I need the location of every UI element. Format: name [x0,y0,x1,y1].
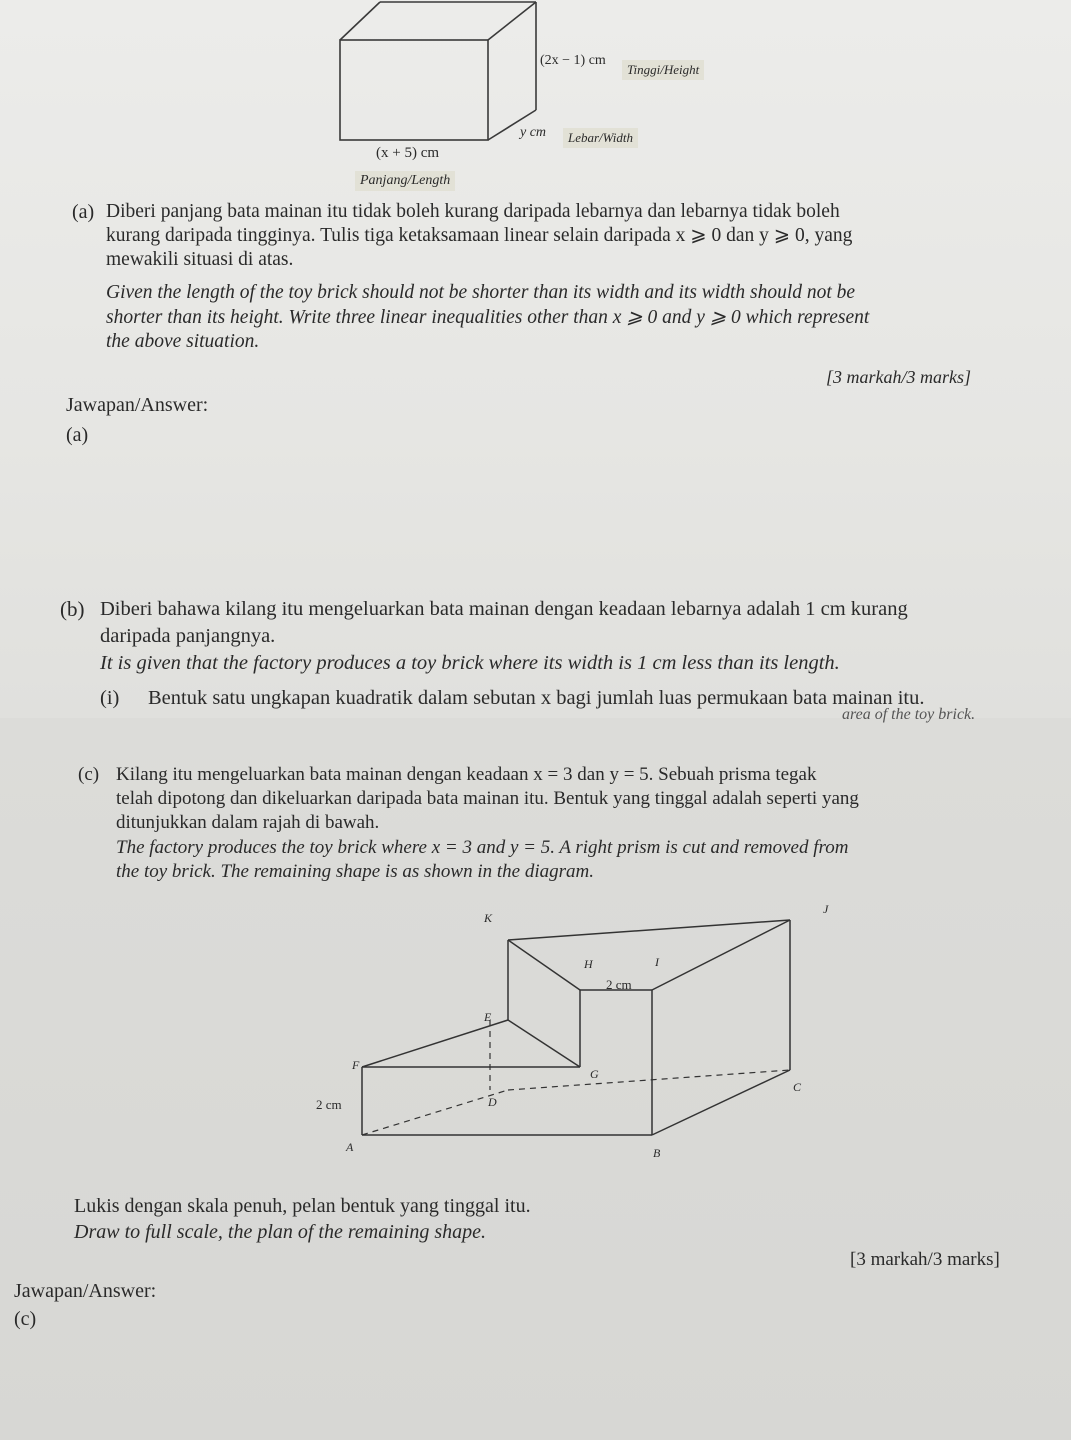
part-a-marks: [3 markah/3 marks] [826,367,972,387]
label-C: C [793,1080,802,1094]
part-b-i-label: (i) [100,687,120,709]
label-J: J [823,902,829,916]
dimension-left-2cm: 2 cm [316,1097,342,1112]
part-c-malay-line-2: telah dipotong dan dikeluarkan daripada bata mainan itu. Bentuk yang tinggal adalah seperti yang [116,788,859,809]
answer-heading-a: Jawapan/Answer: [66,394,209,416]
part-a-malay-line-3: mewakili situasi di atas. [106,249,294,270]
part-c-instruction-malay: Lukis dengan skala penuh, pelan bentuk yang tinggal itu. [74,1195,531,1217]
part-b-i-english-fragment: area of the toy brick. [842,706,976,723]
label-F: F [352,1058,360,1072]
dimension-top-2cm: 2 cm [606,977,632,992]
part-c-instruction-english: Draw to full scale, the plan of the remaining shape. [74,1221,487,1243]
part-b-english: It is given that the factory produces a toy brick where its width is 1 cm less than its length. [100,652,840,674]
label-H: H [584,957,593,971]
part-b-label: (b) [60,597,85,621]
height-expression: (2x − 1) cm [540,53,606,68]
part-c-malay-line-1: Kilang itu mengeluarkan bata mainan dengan keadaan x = 3 dan y = 5. Sebuah prisma tegak [116,764,817,785]
length-expression: (x + 5) cm [376,145,440,161]
cuboid-diagram [0,0,1071,200]
part-a-malay-line-2: kurang daripada tingginya. Tulis tiga ketaksamaan linear selain daripada x ⩾ 0 dan y ⩾ 0, yang [106,225,853,246]
part-c-label: (c) [78,764,100,785]
answer-label-c: (c) [14,1308,37,1330]
part-a-malay-line-1: Diberi panjang bata mainan itu tidak boleh kurang daripada lebarnya dan lebarnya tidak boleh [106,201,840,222]
label-G: G [590,1067,599,1081]
length-tag: Panjang/Length [355,171,455,191]
answer-heading-c: Jawapan/Answer: [14,1280,157,1302]
label-D: D [488,1095,497,1109]
part-b-malay-line-2: daripada panjangnya. [100,625,276,647]
width-tag: Lebar/Width [563,128,638,148]
label-B: B [653,1146,661,1160]
part-a-english-line-3: the above situation. [106,331,260,352]
label-A: A [346,1140,354,1154]
part-c-english-line-1: The factory produces the toy brick where x = 3 and y = 5. A right prism is cut and removed from [116,837,849,858]
part-c-malay-line-3: ditunjukkan dalam rajah di bawah. [116,812,380,833]
height-tag: Tinggi/Height [622,60,704,80]
label-K: K [484,911,493,925]
part-b-malay-line-1: Diberi bahawa kilang itu mengeluarkan bata mainan dengan keadaan lebarnya adalah 1 cm kurang [100,598,908,620]
part-b-i-malay: Bentuk satu ungkapan kuadratik dalam sebutan x bagi jumlah luas permukaan bata mainan itu. [148,687,925,709]
part-c-english-line-2: the toy brick. The remaining shape is as shown in the diagram. [116,861,594,882]
answer-label-a: (a) [66,424,89,446]
part-c-marks: [3 markah/3 marks] [850,1249,1000,1270]
part-a-english-line-1: Given the length of the toy brick should not be shorter than its width and its width should not be [106,282,856,303]
remaining-shape-diagram [0,890,1071,1190]
label-I: I [655,955,659,969]
part-a-english-line-2: shorter than its height. Write three linear inequalities other than x ⩾ 0 and y ⩾ 0 which represent [106,307,870,328]
width-expression: y cm [520,125,547,140]
label-E: E [484,1010,492,1024]
part-a-label: (a) [72,201,95,223]
